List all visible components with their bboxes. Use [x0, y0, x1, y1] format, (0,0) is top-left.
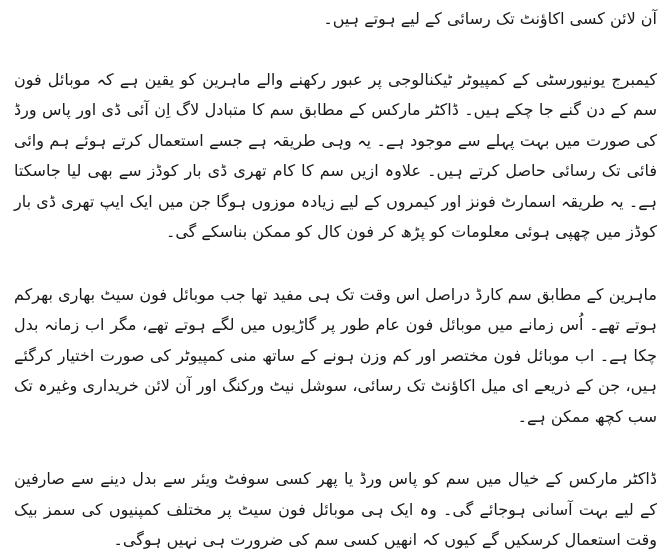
- article-paragraph-3: ماہرین کے مطابق سم کارڈ دراصل اس وقت تک ہی مفید تھا جب موبائل فون سیٹ بھاری بھرکم ہوتے تھے۔ اُس زمانے میں موبائل فون عام طور پر گاڑیوں میں لگے ہوتے تھے، مگر اب زمانہ بدل چکا ہے۔ اب موبائل فون مختصر اور کم وزن ہونے کے ساتھ منی کمپیوٹر کی صورت اختیار کرگئے ہیں، جن کے ذریعے ای میل اکاؤنٹ تک رسائی، سوشل نیٹ ورکنگ اور آن لائن خریداری وغیرہ تک سب کچھ ممکن ہے۔: [14, 284, 657, 426]
- article-paragraph-2: کیمبرج یونیورسٹی کے کمپیوٹر ٹیکنالوجی پر عبور رکھنے والے ماہرین کو یقین ہے کہ موبائل فون سم کے دن گنے جا چکے ہیں۔ ڈاکٹر مارکس کے مطابق سم کا متبادل لاگ اِن آئی ڈی اور پاس ورڈ کی صورت میں بہت پہلے سے موجود ہے۔ یہ وہی طریقہ ہے جسے استعمال کرتے ہوئے ہم وائی فائی تک رسائی حاصل کرتے ہیں۔ علاوہ ازیں سم کا کام تھری ڈی بار کوڈز سے بھی لیا جاسکتا ہے۔ یہ طریقہ اسمارٹ فونز اور کیمروں کے لیے زیادہ موزوں ہوگا جن میں ایک ایپ تھری ڈی بار کوڈز میں چھپی ہوئی معلومات کو پڑھ کر فون کال کو ممکن بناسکے گی۔: [14, 69, 657, 241]
- article-paragraph-4: ڈاکٹر مارکس کے خیال میں سم کو پاس ورڈ یا پھر کسی سوفٹ ویئر سے بدل دینے سے صارفین کے لیے بہت آسانی ہوجائے گی۔ وہ ایک ہی موبائل فون سیٹ پر مختلف کمپنیوں کی سمز بیک وقت استعمال کرسکیں گے کیوں کہ انھیں کسی سم کی ضرورت ہی نہیں ہوگی۔: [14, 469, 657, 549]
- article-paragraph-1: آن لائن کسی اکاؤنٹ تک رسائی کے لیے ہوتے ہیں۔: [323, 9, 657, 28]
